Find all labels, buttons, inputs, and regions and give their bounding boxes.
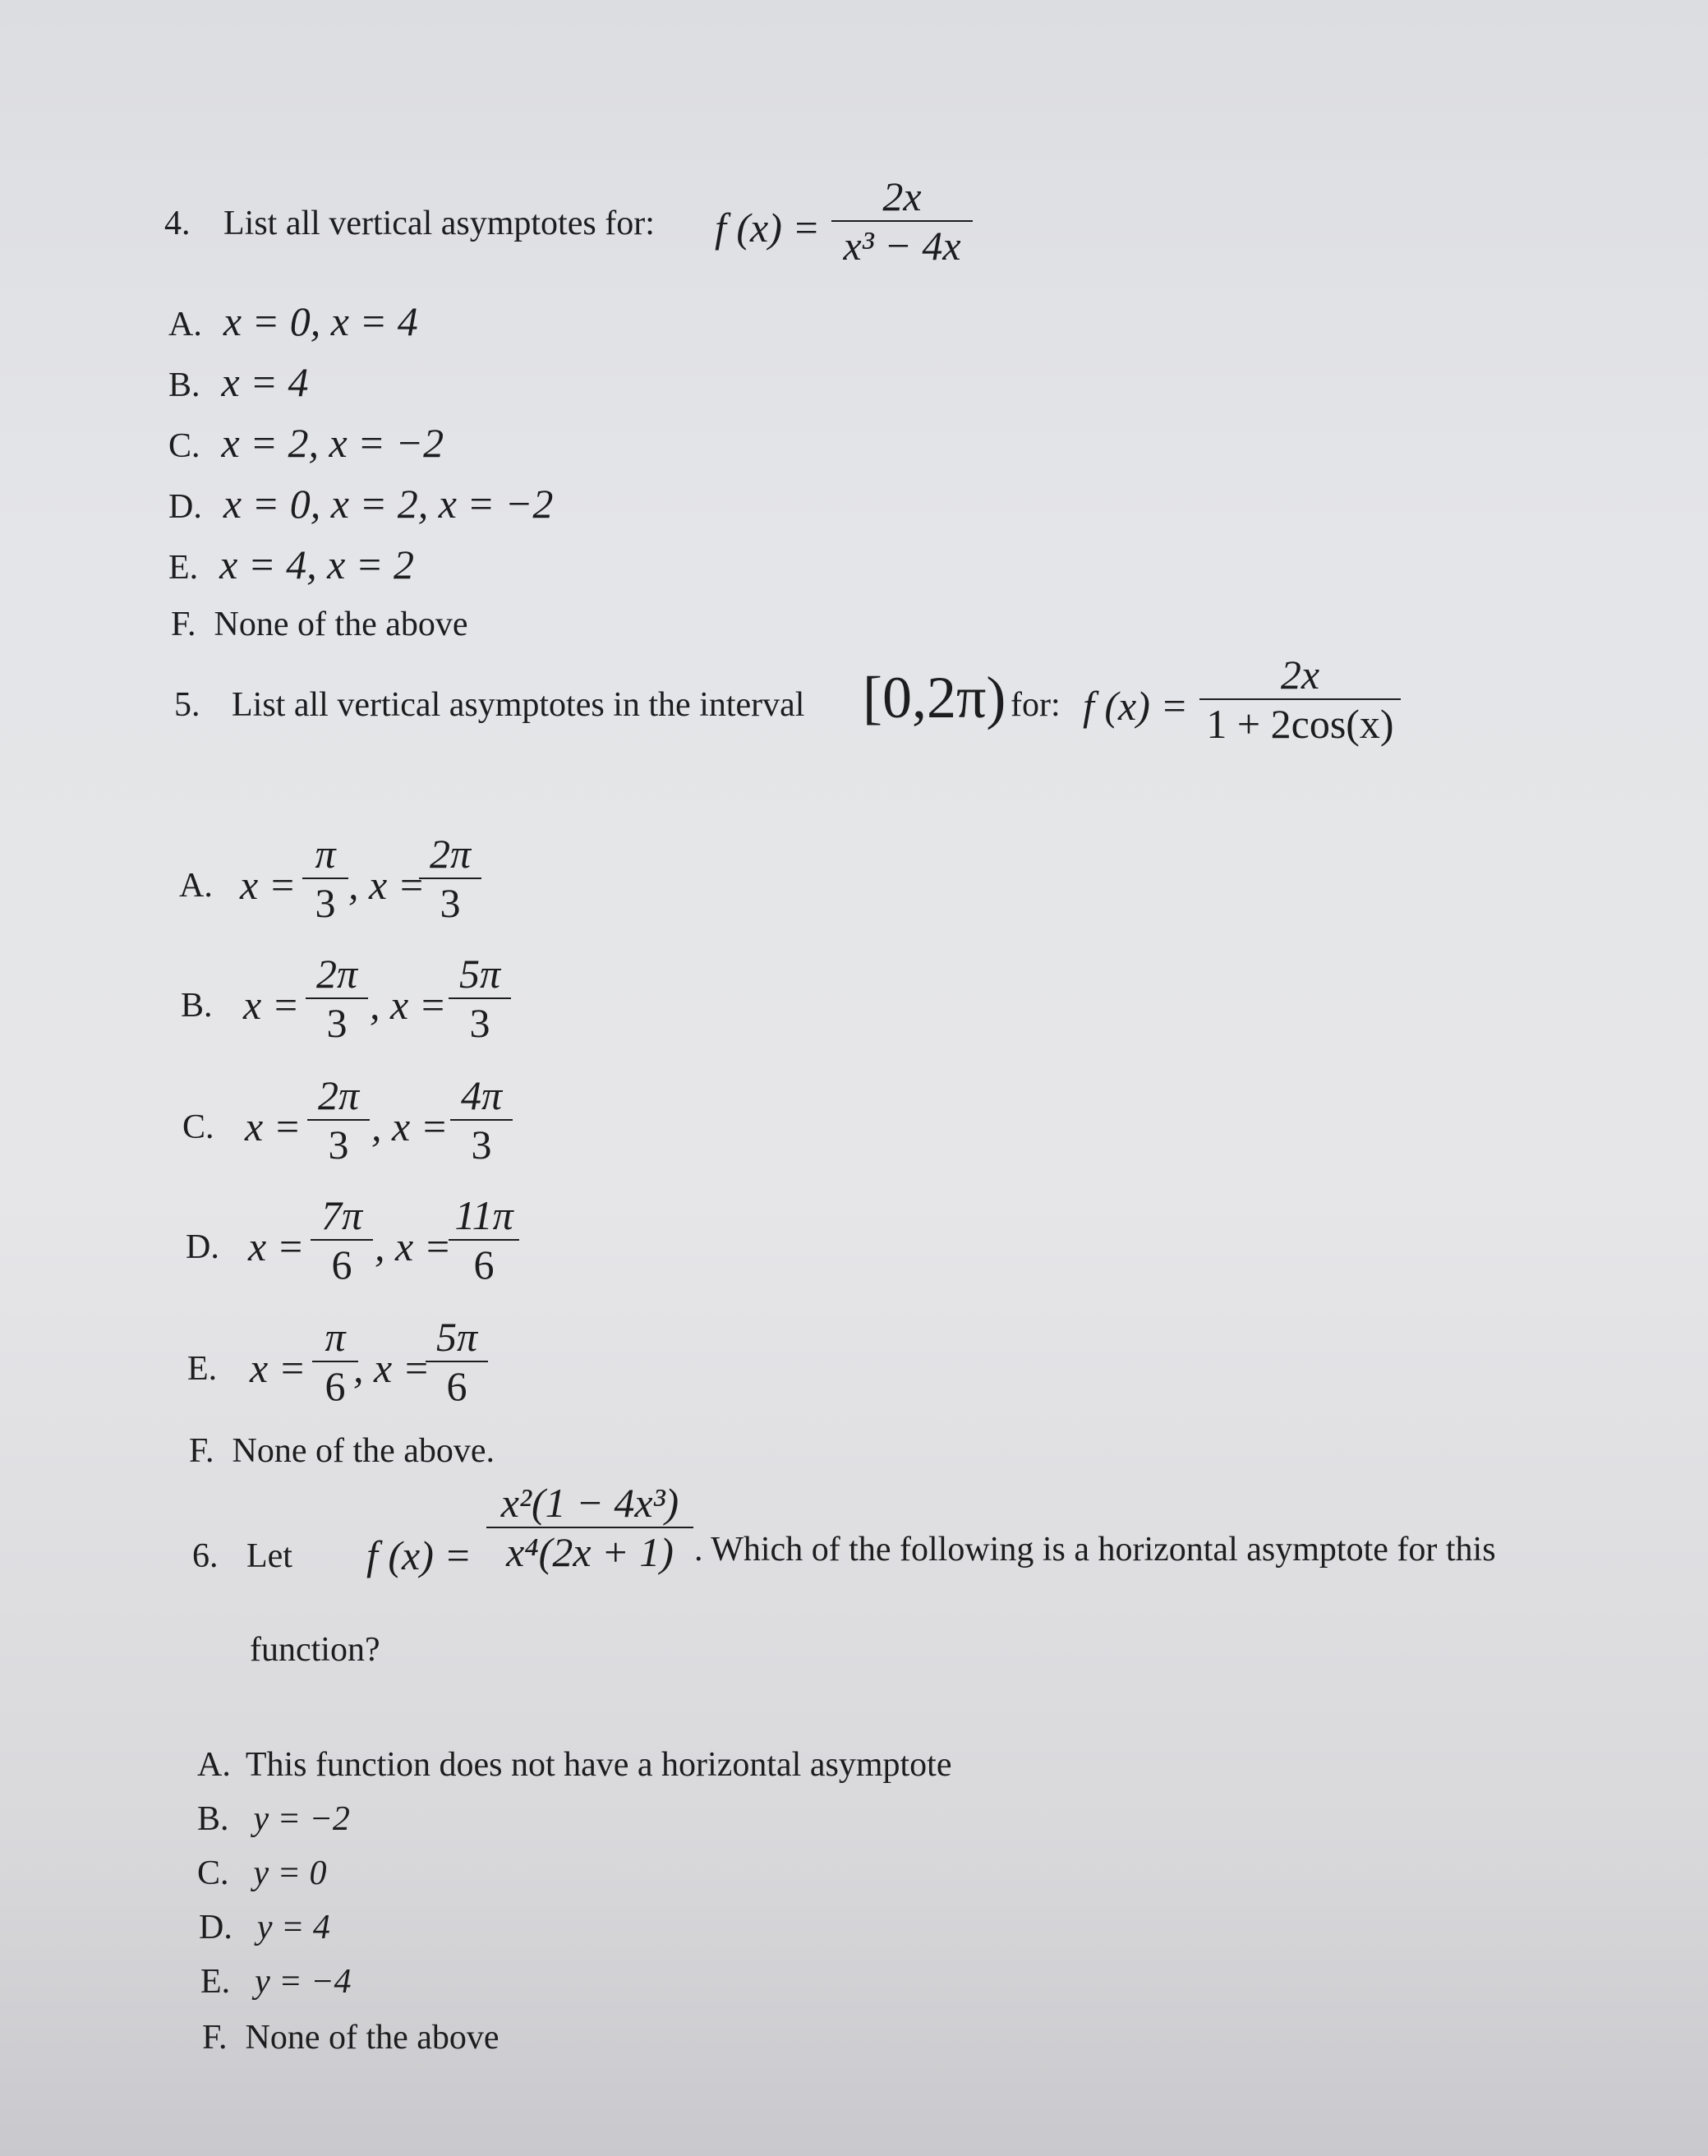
- x-equals: x =: [245, 1103, 302, 1149]
- fraction-denominator: 3: [469, 1000, 490, 1046]
- fraction-numerator: 7π: [320, 1192, 363, 1238]
- q6-fraction: [486, 1479, 693, 1576]
- fraction-denominator: 6: [325, 1363, 346, 1409]
- option-letter: C.: [182, 1108, 214, 1146]
- option-letter: B.: [168, 366, 200, 404]
- q4-function-lhs: f (x) =: [715, 205, 821, 251]
- q4-option-b[interactable]: [168, 358, 308, 406]
- fraction-numerator: 5π: [458, 951, 501, 997]
- option-text: y = 4: [256, 1909, 330, 1946]
- q6-option-f[interactable]: [202, 2018, 500, 2057]
- comma-x-equals: , x =: [371, 1103, 449, 1149]
- option-text: x = 2, x = −2: [221, 420, 444, 466]
- option-fraction-1: [311, 1191, 373, 1288]
- option-text: x = 0, x = 4: [223, 298, 418, 344]
- comma-x-equals: , x =: [370, 982, 447, 1028]
- q6-option-c[interactable]: [197, 1854, 327, 1893]
- q4-number: 4.: [164, 205, 191, 242]
- option-fraction-1: [307, 1071, 370, 1168]
- option-fraction-1: [306, 950, 368, 1047]
- q6-option-e[interactable]: [200, 1962, 351, 2002]
- option-fraction-2: [449, 950, 511, 1047]
- option-fraction-1: [312, 1313, 358, 1410]
- q5-prompt: List all vertical asymptotes in the interval: [232, 686, 805, 724]
- q5-fraction: [1199, 651, 1401, 748]
- option-letter: E.: [168, 549, 199, 587]
- fraction-denominator: 6: [331, 1242, 352, 1288]
- q4-option-f[interactable]: [171, 605, 468, 644]
- comma-x-equals: , x =: [348, 862, 426, 908]
- fraction-denominator: 6: [446, 1363, 467, 1409]
- option-fraction-1: [302, 830, 348, 927]
- q5-interval: [0,2π): [863, 665, 1006, 730]
- comma-x-equals: , x =: [375, 1223, 452, 1269]
- q6-prompt-tail: . Which of the following is a horizontal asymptote for this: [694, 1531, 1496, 1569]
- option-text: y = −2: [253, 1800, 350, 1838]
- comma-x-equals: , x =: [353, 1345, 430, 1391]
- option-letter: A.: [179, 867, 213, 905]
- option-letter: D.: [168, 488, 202, 526]
- option-letter: D.: [186, 1228, 219, 1266]
- option-fraction-2: [426, 1313, 488, 1410]
- option-text: y = −4: [255, 1963, 352, 2001]
- option-letter: F.: [202, 2019, 228, 2057]
- fraction-denominator: 6: [473, 1242, 495, 1288]
- option-text: None of the above.: [232, 1432, 495, 1470]
- q6-option-b[interactable]: [197, 1799, 350, 1839]
- q6-prompt-continuation: function?: [250, 1631, 380, 1669]
- option-letter: F.: [189, 1432, 214, 1470]
- q4-option-a[interactable]: [168, 297, 418, 345]
- fraction-numerator: 2π: [317, 1072, 360, 1118]
- option-text: None of the above: [245, 2019, 500, 2057]
- option-text: y = 0: [253, 1854, 327, 1892]
- q6-let: Let: [246, 1537, 292, 1575]
- option-letter: B.: [181, 987, 213, 1025]
- q5-for-label: for:: [1011, 686, 1061, 724]
- option-letter: A.: [197, 1746, 231, 1784]
- q5-denominator: 1 + 2cos(x): [1206, 701, 1394, 747]
- q6-option-a[interactable]: [197, 1745, 951, 1785]
- option-fraction-2: [419, 830, 481, 927]
- option-text: x = 0, x = 2, x = −2: [223, 481, 554, 527]
- option-letter: C.: [197, 1854, 229, 1892]
- x-equals: x =: [243, 982, 300, 1028]
- option-fraction-2: [450, 1071, 513, 1168]
- q5-option-f[interactable]: [189, 1431, 495, 1471]
- option-letter: E.: [187, 1350, 218, 1388]
- option-text: x = 4, x = 2: [219, 541, 415, 587]
- fraction-numerator: π: [315, 831, 336, 877]
- q6-numerator: x²(1 − 4x³): [500, 1480, 679, 1526]
- q4-option-e[interactable]: [168, 541, 414, 588]
- x-equals: x =: [250, 1345, 306, 1391]
- q4-option-d[interactable]: [168, 480, 553, 527]
- q4-prompt: List all vertical asymptotes for:: [223, 205, 655, 242]
- fraction-numerator: 11π: [454, 1192, 513, 1238]
- option-letter: C.: [168, 427, 200, 465]
- q4-denominator: x³ − 4x: [843, 223, 961, 269]
- q4-numerator: 2x: [882, 173, 922, 219]
- option-letter: D.: [199, 1909, 232, 1946]
- fraction-numerator: 5π: [435, 1314, 478, 1360]
- option-letter: F.: [171, 606, 196, 643]
- fraction-denominator: 3: [315, 880, 336, 926]
- option-text: None of the above: [214, 606, 468, 643]
- option-letter: E.: [200, 1963, 231, 2001]
- q4-fraction: [831, 173, 973, 270]
- q6-number: 6.: [192, 1537, 219, 1575]
- fraction-numerator: 2π: [429, 831, 472, 877]
- fraction-denominator: 3: [440, 880, 461, 926]
- fraction-denominator: 3: [471, 1122, 492, 1168]
- q5-number: 5.: [174, 686, 200, 724]
- fraction-numerator: π: [325, 1314, 346, 1360]
- option-fraction-2: [449, 1191, 519, 1288]
- q5-function-lhs: f (x) =: [1083, 683, 1189, 729]
- option-text: This function does not have a horizontal asymptote: [245, 1746, 952, 1784]
- fraction-denominator: 3: [328, 1122, 349, 1168]
- fraction-numerator: 4π: [460, 1072, 503, 1118]
- q5-numerator: 2x: [1280, 652, 1320, 698]
- q6-option-d[interactable]: [199, 1908, 330, 1947]
- x-equals: x =: [240, 862, 297, 908]
- q6-function-lhs: f (x) =: [366, 1532, 472, 1578]
- fraction-denominator: 3: [326, 1000, 348, 1046]
- option-text: x = 4: [221, 359, 309, 405]
- fraction-numerator: 2π: [315, 951, 358, 997]
- q6-denominator: x⁴(2x + 1): [506, 1529, 674, 1575]
- x-equals: x =: [248, 1223, 305, 1269]
- option-letter: B.: [197, 1800, 229, 1838]
- q4-option-c[interactable]: [168, 419, 444, 467]
- option-letter: A.: [168, 306, 202, 343]
